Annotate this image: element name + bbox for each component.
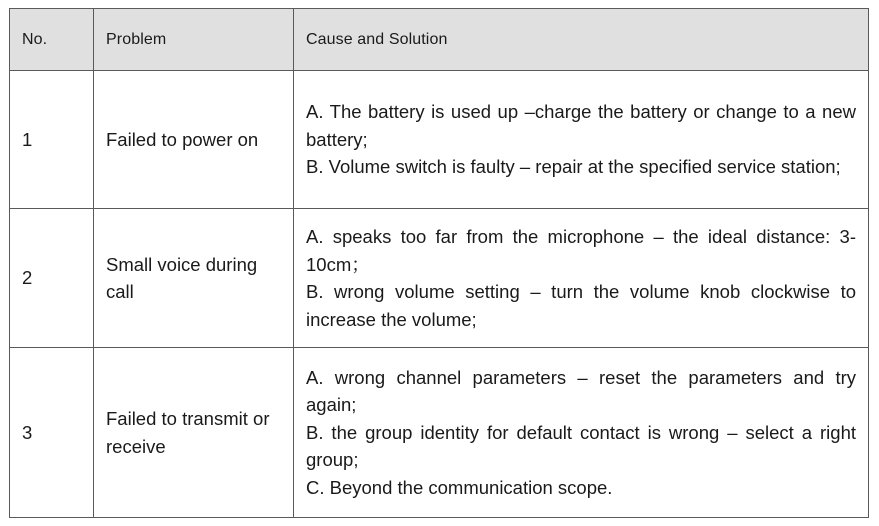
- problem-cell: Failed to transmit or receive: [94, 348, 294, 518]
- table-header-row: [10, 9, 869, 71]
- solution-cell: [294, 348, 869, 518]
- row-number: 2: [10, 209, 94, 348]
- solution-item: B. Volume switch is faulty – repair at the specified service station;: [306, 156, 841, 178]
- problem-cell: Small voice during call: [94, 209, 294, 348]
- row-number: 1: [10, 71, 94, 209]
- row-number: 3: [10, 348, 94, 518]
- solution-item: A. wrong channel parameters – reset the parameters and try again;: [306, 366, 856, 416]
- solution-item: A. The battery is used up –charge the battery or change to a new battery;: [306, 101, 856, 150]
- problem-cell: Failed to power on: [94, 71, 294, 209]
- header-no: No.: [10, 9, 94, 71]
- table-row: [10, 348, 869, 518]
- solution-item: A. speaks too far from the microphone – the ideal distance: 3-10cm；: [306, 226, 856, 275]
- troubleshooting-table: [9, 8, 869, 518]
- header-problem: Problem: [94, 9, 294, 71]
- solution-item: B. wrong volume setting – turn the volume knob clockwise to increase the volume;: [306, 281, 856, 330]
- table-row: [10, 209, 869, 348]
- solution-cell: [294, 71, 869, 209]
- table-row: [10, 71, 869, 209]
- solution-item: C. Beyond the communication scope.: [306, 476, 613, 498]
- solution-cell: [294, 209, 869, 348]
- header-cause-and-solution: Cause and Solution: [294, 9, 869, 71]
- solution-item: B. the group identity for default contact is wrong – select a right group;: [306, 421, 856, 471]
